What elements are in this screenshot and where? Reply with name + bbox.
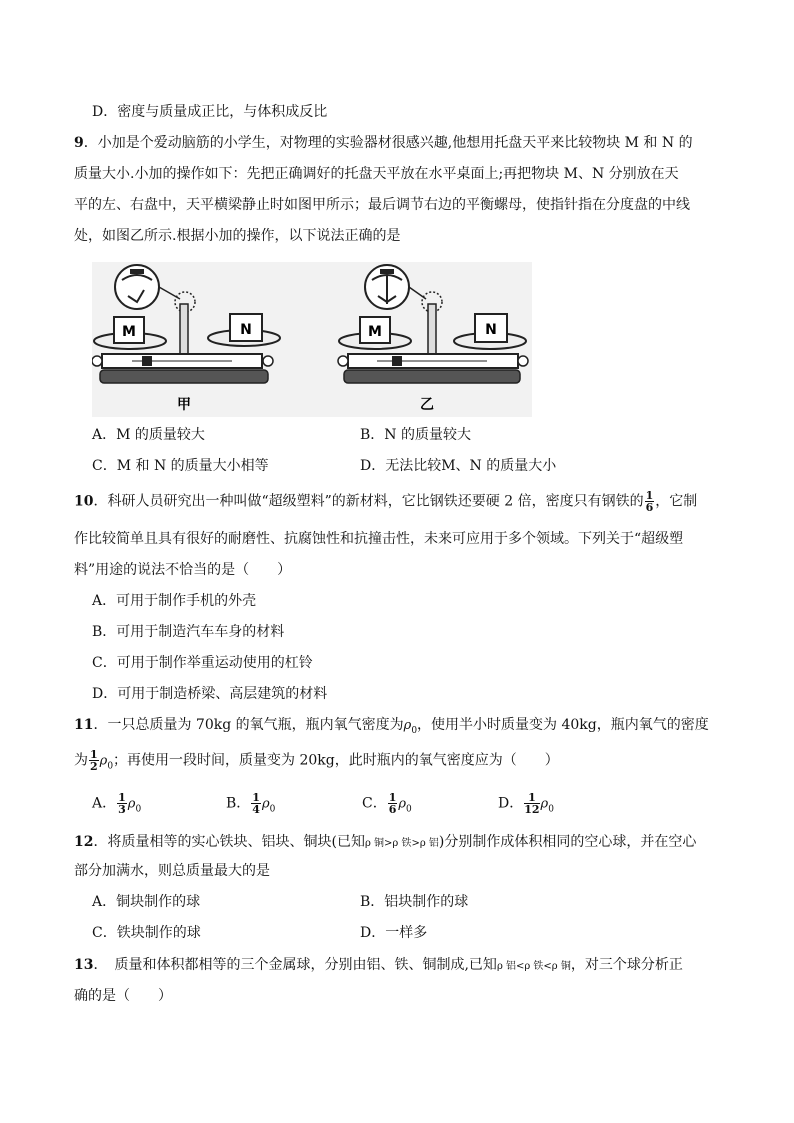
q11-half-num: 1 (90, 748, 98, 761)
q9-stem-text-1: ．小加是个爱动脑筋的小学生，对物理的实验器材很感兴趣,他想用托盘天平来比较物块 M 和 N 的 (83, 135, 693, 151)
q10-option-c: C．可用于制作举重运动使用的杠铃 (92, 655, 313, 671)
rho-symbol: ρ (540, 796, 549, 812)
q12-option-c: C．铁块制作的球 (92, 925, 201, 941)
q11-option-d-fraction (524, 792, 539, 815)
q12-stem-line-2: 部分加满水，则总质量最大的是 (74, 863, 270, 879)
q12-stem-line-1 (74, 832, 696, 854)
q13-number: 13 (74, 957, 94, 973)
q9-number: 9 (74, 135, 84, 151)
q11-stem-text-1a: ．一只总质量为 70kg 的氧气瓶，瓶内氧气密度为 (93, 717, 404, 733)
q9-stem-line-3: 平的左、右盘中，天平横梁静止时如图甲所示；最后调节右边的平衡螺母，使指针指在分度盘的中线 (74, 197, 690, 213)
q10-option-a: A．可用于制作手机的外壳 (92, 593, 257, 609)
q11-half-den: 2 (90, 760, 98, 773)
q9-stem-line-1 (74, 133, 693, 153)
q12-option-a: A．铜块制作的球 (92, 894, 201, 910)
q11-option-b-fraction (251, 792, 261, 815)
q13-stem-line-1 (74, 955, 683, 977)
rho-symbol: ρ (127, 796, 136, 812)
rho-subscript: 0 (135, 804, 142, 815)
q12-stem-text-1a: ．将质量相等的实心铁块、铝块、铜块(已知 (93, 834, 365, 850)
q10-number: 10 (74, 493, 94, 510)
rho-subscript: 0 (411, 725, 418, 736)
rho-symbol: ρ (261, 796, 270, 812)
rho-symbol: ρ (403, 718, 412, 733)
q11-option-c-label: C． (362, 795, 387, 812)
q10-fraction (645, 490, 655, 513)
balance-diagram (92, 262, 532, 417)
q11-number: 11 (74, 717, 94, 733)
q10-frac-den: 6 (645, 501, 654, 514)
q13-density-relation: ρ 铝<ρ 铁<ρ 铜 (496, 961, 571, 972)
frac-den: 12 (524, 803, 540, 816)
q10-frac-num: 1 (645, 489, 654, 502)
q9-option-a: A．M 的质量较大 (92, 427, 205, 443)
q13-stem-text-1a: ． 质量和体积都相等的三个金属球，分别由铝、铁、铜制成,已知 (93, 957, 497, 973)
rho-subscript: 0 (548, 804, 554, 815)
q12-option-d: D．一样多 (360, 925, 428, 941)
q11-option-b (226, 792, 275, 819)
rho-symbol: ρ (99, 753, 108, 769)
q11-option-d-label: D． (498, 795, 524, 812)
balance-figure (92, 262, 532, 417)
block-m-right: M (368, 324, 382, 340)
q11-option-a (92, 792, 141, 819)
rho-subscript: 0 (406, 804, 412, 815)
q11-option-a-fraction (117, 792, 127, 815)
frac-num: 1 (388, 791, 397, 804)
frac-den: 3 (118, 803, 126, 816)
q13-stem-line-2: 确的是（ ） (74, 988, 172, 1004)
frac-den: 4 (252, 803, 260, 816)
q9-stem-line-4: 处，如图乙所示.根据小加的操作，以下说法正确的是 (74, 228, 401, 244)
block-m-left: M (122, 324, 136, 340)
caption-jia: 甲 (177, 397, 191, 413)
q8-option-d: D．密度与质量成正比，与体积成反比 (92, 104, 328, 120)
q12-number: 12 (74, 834, 94, 850)
q11-stem-line-1 (74, 715, 709, 741)
q10-stem-line-3: 料”用途的说法不恰当的是（ ） (74, 562, 292, 578)
q12-density-relation: ρ 铜>ρ 铁>ρ 铝 (364, 838, 439, 849)
q10-option-b: B．可用于制造汽车车身的材料 (92, 624, 285, 640)
q11-option-d (498, 792, 554, 819)
q11-option-a-label: A． (92, 795, 117, 812)
block-n-left: N (240, 322, 252, 338)
frac-num: 1 (524, 792, 539, 804)
rho-subscript: 0 (269, 804, 276, 815)
rho-symbol: ρ (398, 796, 407, 812)
caption-yi: 乙 (420, 397, 434, 413)
q11-option-c-fraction (388, 792, 398, 815)
q11-stem-line-2 (74, 749, 559, 776)
q9-option-b: B．N 的质量较大 (360, 427, 471, 443)
q11-stem-text-2a: 为 (74, 752, 88, 769)
frac-num: 1 (118, 791, 126, 804)
q11-option-c (362, 792, 412, 819)
q11-stem-text-2b: ；再使用一段时间，质量变为 20kg，此时瓶内的氧气密度应为（ ） (113, 752, 559, 769)
q11-option-b-label: B． (226, 795, 251, 812)
q11-stem-text-1b: ，使用半小时质量变为 40kg，瓶内氧气的密度 (417, 717, 709, 733)
q10-stem-text-1a: ．科研人员研究出一种叫做“超级塑料”的新材料，它比钢铁还要硬 2 倍，密度只有钢铁的 (93, 493, 644, 510)
q10-stem-text-1b: ，它制 (655, 493, 698, 510)
q13-stem-text-1b: ，对三个球分析正 (570, 957, 683, 973)
frac-num: 1 (252, 791, 260, 804)
q10-stem-line-2: 作比较简单且具有很好的耐磨性、抗腐蚀性和抗撞击性，未来可应用于多个领域。下列关于“超级塑 (74, 531, 684, 547)
q12-stem-text-1b: )分别制作成体积相同的空心球，并在空心 (438, 834, 697, 850)
q11-half-fraction (89, 749, 99, 772)
q9-option-d: D．无法比较M、N 的质量大小 (360, 458, 557, 474)
q10-option-d: D．可用于制造桥梁、高层建筑的材料 (92, 686, 328, 702)
block-n-right: N (485, 322, 497, 338)
q10-stem-line-1 (74, 490, 697, 513)
frac-den: 6 (388, 803, 397, 816)
rho-subscript: 0 (107, 761, 114, 772)
q12-option-b: B．铝块制作的球 (360, 894, 469, 910)
q9-option-c: C．M 和 N 的质量大小相等 (92, 458, 269, 474)
q9-stem-line-2: 质量大小.小加的操作如下：先把正确调好的托盘天平放在水平桌面上;再把物块 M、N 分别放在天 (74, 166, 679, 182)
